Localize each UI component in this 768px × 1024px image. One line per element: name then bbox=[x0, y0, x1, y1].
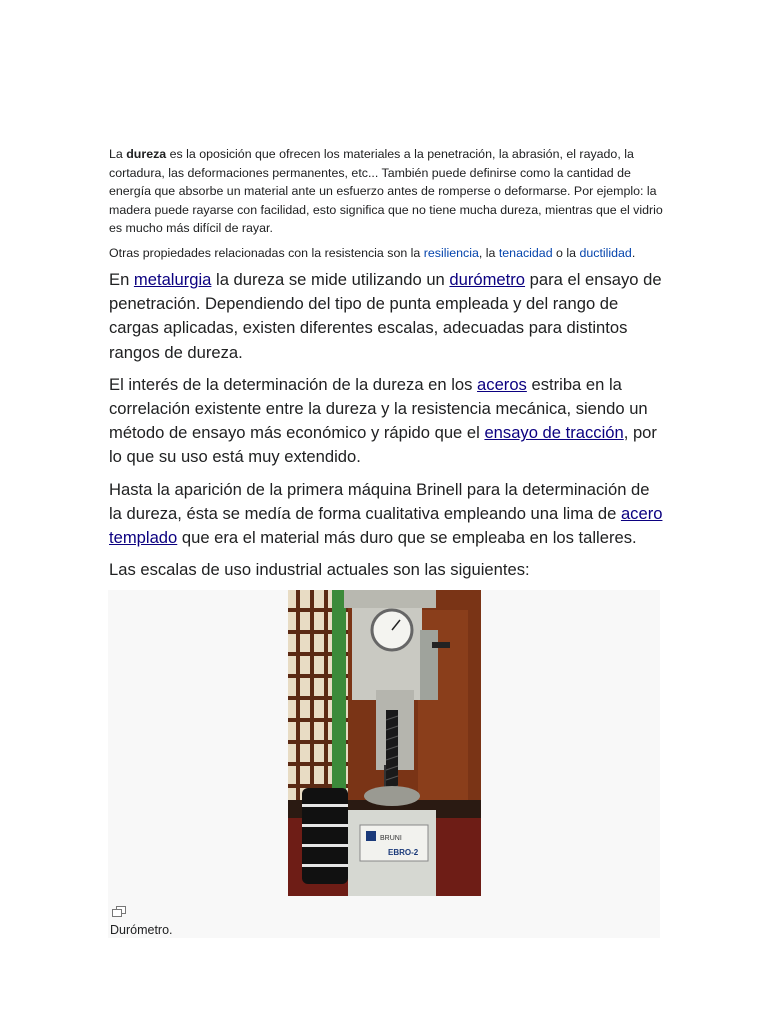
text: Hasta la aparición de la primera máquina Brinell para la determinación de la dureza, ésta se medía de forma cualitativa empleando una lima de bbox=[109, 479, 650, 523]
text: Otras propiedades relacionadas con la resistencia son la bbox=[109, 245, 424, 260]
link-durometro[interactable]: durómetro bbox=[449, 270, 526, 289]
metalurgia-paragraph bbox=[109, 268, 664, 365]
escalas-paragraph: Las escalas de uso industrial actuales son las siguientes: bbox=[109, 560, 530, 580]
term-dureza: dureza bbox=[126, 147, 167, 161]
link-metalurgia[interactable]: metalurgia bbox=[133, 270, 212, 289]
text: la dureza se mide utilizando un bbox=[211, 270, 450, 289]
figure-thumbnail bbox=[108, 590, 660, 938]
text: para el ensayo de penetración. Dependiendo del tipo de punta empleada y del rango de cargas aplicadas, existen diferentes escalas, adecuadas para distintos rangos de dureza. bbox=[109, 270, 662, 362]
brand-label: BRUNI bbox=[380, 835, 402, 842]
enlarge-icon[interactable] bbox=[112, 906, 126, 917]
link-tenacidad[interactable]: tenacidad bbox=[498, 245, 553, 260]
brinell-paragraph bbox=[109, 478, 664, 551]
model-label: EBRO-2 bbox=[388, 848, 419, 857]
text: El interés de la determinación de la dureza en los bbox=[109, 374, 478, 394]
link-aceros[interactable]: aceros bbox=[477, 374, 527, 394]
durometro-photo[interactable] bbox=[288, 590, 481, 896]
link-acero-templado[interactable]: acero templado bbox=[109, 503, 663, 548]
text: La bbox=[109, 147, 127, 161]
related-properties-paragraph bbox=[109, 244, 664, 263]
text: es la oposición que ofrecen los materiales a la penetración, la abrasión, el rayado, la cortadura, las deformaciones permanentes, etc... También puede definirse como la cantidad de energía que absorbe un material ante un esfuerzo antes de romperse o deformarse. Por ejemplo: la madera puede rayarse con facilidad, esto significa que no tiene mucha dureza, mientras que el vidrio es mucho más difícil de rayar. bbox=[109, 147, 663, 235]
text: , por lo que su uso está muy extendido. bbox=[109, 423, 657, 467]
text: En bbox=[109, 270, 134, 289]
text: estriba en la correlación existente entre la dureza y la resistencia mecánica, siendo un método de ensayo más económico y rápido que el bbox=[109, 374, 648, 443]
aceros-paragraph bbox=[109, 373, 664, 470]
article-body bbox=[109, 145, 664, 590]
text: que era el material más duro que se empleaba en los talleres. bbox=[177, 528, 637, 548]
intro-paragraph bbox=[109, 145, 664, 238]
link-ductilidad[interactable]: ductilidad bbox=[579, 245, 632, 260]
link-resiliencia[interactable]: resiliencia bbox=[423, 245, 479, 260]
text: . bbox=[631, 245, 636, 260]
text: , la bbox=[478, 245, 499, 260]
figure-caption: Durómetro. bbox=[110, 923, 173, 937]
text: o la bbox=[552, 245, 580, 260]
link-ensayo-de-traccion[interactable]: ensayo de tracción bbox=[484, 423, 624, 443]
